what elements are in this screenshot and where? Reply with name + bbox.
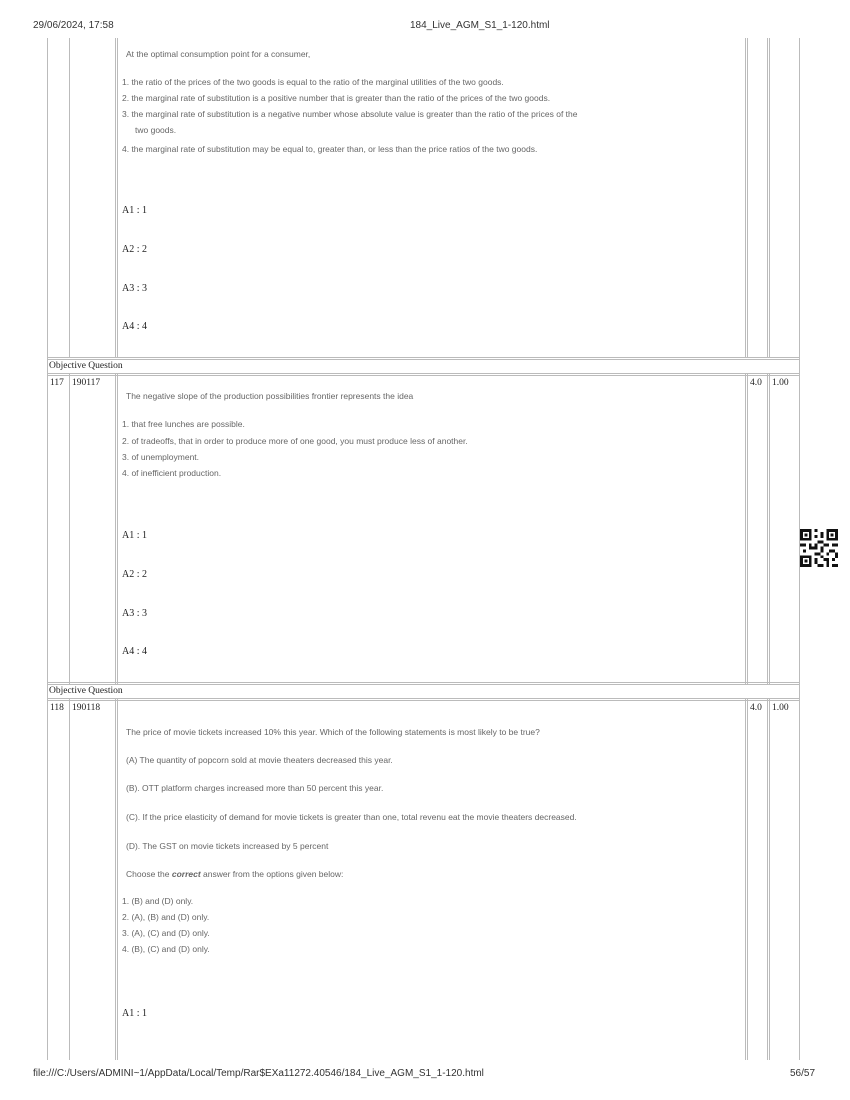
answer-option-a1: A1 : 1 (122, 205, 147, 216)
question-117-item: 1. that free lunches are possible. (122, 419, 245, 429)
answer-option-a3: A3 : 3 (122, 608, 147, 619)
answer-option-a1: A1 : 1 (122, 1008, 147, 1019)
file-path: file:///C:/Users/ADMINI~1/AppData/Local/Temp/Rar$EXa11272.40546/184_Live_AGM_S1_1-120.html (33, 1068, 484, 1079)
answer-option-a2: A2 : 2 (122, 244, 147, 255)
answer-option-a3: A3 : 3 (122, 283, 147, 294)
question-118-item: 1. (B) and (D) only. (122, 896, 194, 906)
answer-option-a4: A4 : 4 (122, 321, 147, 332)
page-number: 56/57 (790, 1068, 816, 1079)
question-116-item: 3. the marginal rate of substitution is a negative number whose absolute value is greater than the ratio of the prices of the (122, 109, 578, 119)
question-type-label: Objective Question (49, 686, 123, 696)
question-negative-marks: 1.00 (772, 703, 789, 713)
question-negative-marks: 1.00 (772, 378, 789, 388)
question-116-stem: At the optimal consumption point for a consumer, (126, 49, 311, 59)
print-title: 184_Live_AGM_S1_1-120.html (410, 20, 550, 31)
qr-code-icon (800, 529, 838, 567)
question-118-statement: (D). The GST on movie tickets increased by 5 percent (126, 841, 329, 851)
question-117-stem: The negative slope of the production possibilities frontier represents the idea (126, 391, 414, 401)
question-id: 190117 (72, 378, 101, 388)
question-117-item: 3. of unemployment. (122, 452, 200, 462)
question-118-instruction: Choose the correct answer from the options given below: (126, 869, 344, 879)
answer-option-a1: A1 : 1 (122, 530, 147, 541)
question-118-item: 3. (A), (C) and (D) only. (122, 928, 210, 938)
question-116-item: two goods. (135, 125, 177, 135)
question-118-stem: The price of movie tickets increased 10% this year. Which of the following statements is most likely to be true? (126, 727, 540, 737)
question-118-statement: (C). If the price elasticity of demand for movie tickets is greater than one, total revenu eat the movie theaters decreased. (126, 812, 577, 822)
question-116-item: 4. the marginal rate of substitution may be equal to, greater than, or less than the price ratios of the two goods. (122, 144, 538, 154)
question-117-item: 2. of tradeoffs, that in order to produce more of one good, you must produce less of another. (122, 436, 468, 446)
question-marks: 4.0 (750, 378, 762, 388)
question-type-label: Objective Question (49, 361, 123, 371)
print-datetime: 29/06/2024, 17:58 (33, 20, 114, 31)
question-marks: 4.0 (750, 703, 762, 713)
answer-option-a4: A4 : 4 (122, 646, 147, 657)
question-118-item: 2. (A), (B) and (D) only. (122, 912, 210, 922)
question-118-statement: (B). OTT platform charges increased more than 50 percent this year. (126, 783, 384, 793)
question-117-item: 4. of inefficient production. (122, 468, 222, 478)
question-118-item: 4. (B), (C) and (D) only. (122, 944, 210, 954)
question-116-item: 2. the marginal rate of substitution is a positive number that is greater than the ratio of the prices of the two goods. (122, 93, 551, 103)
answer-option-a2: A2 : 2 (122, 569, 147, 580)
question-serial-number: 118 (50, 703, 64, 713)
question-118-statement: (A) The quantity of popcorn sold at movie theaters decreased this year. (126, 755, 393, 765)
question-serial-number: 117 (50, 378, 64, 388)
question-id: 190118 (72, 703, 101, 713)
emphasis-correct: correct (171, 869, 201, 879)
question-116-item: 1. the ratio of the prices of the two goods is equal to the ratio of the marginal utilities of the two goods. (122, 77, 504, 87)
